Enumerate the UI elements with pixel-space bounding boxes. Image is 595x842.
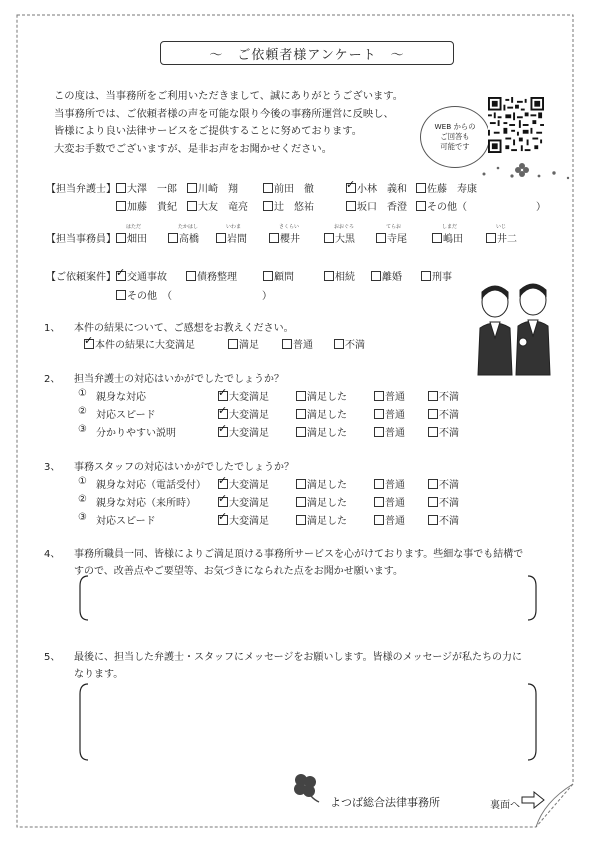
q2-row-index: ② <box>78 406 87 417</box>
q1-option-label: 本件の結果に大変満足 <box>95 340 195 351</box>
q3-row-item: 対応スピード <box>96 516 156 527</box>
case-option[interactable] <box>324 268 355 283</box>
case-other-checkbox[interactable] <box>116 290 126 300</box>
lawyer-option[interactable] <box>116 180 177 195</box>
q3-answer-option-label: 大変満足 <box>229 480 269 491</box>
q3-answer-option[interactable] <box>374 512 405 527</box>
staff-option-label: 寺尾 <box>387 234 407 245</box>
q2-answer-option-label: 大変満足 <box>229 410 269 421</box>
q1-option-checkbox[interactable] <box>84 339 94 349</box>
q2-answer-option-label: 大変満足 <box>229 428 269 439</box>
staff-option-label: 岩間 <box>227 234 247 245</box>
lawyer-option[interactable] <box>346 198 407 213</box>
q2-row-item: 対応スピード <box>96 410 156 421</box>
q2-answer-option-label: 不満 <box>439 410 459 421</box>
q2-row-item: 分かりやすい説明 <box>96 428 176 439</box>
intro-line: 皆様により良い法律サービスをご提供することに努めております。 <box>54 125 363 137</box>
q3-answer-option[interactable] <box>296 512 347 527</box>
q1-option-checkbox[interactable] <box>282 339 292 349</box>
q2-answer-option-checkbox[interactable] <box>218 427 228 437</box>
q3-answer-option-label: 大変満足 <box>229 498 269 509</box>
q2-answer-option-label: 大変満足 <box>229 392 269 403</box>
staff-option[interactable] <box>168 230 199 245</box>
case-option[interactable] <box>263 268 294 283</box>
q1-option[interactable] <box>282 336 313 351</box>
q2-answer-option[interactable] <box>218 424 269 439</box>
q2-answer-option-checkbox[interactable] <box>428 391 438 401</box>
staff-ruby: てらお <box>386 224 402 230</box>
staff-option-checkbox[interactable] <box>269 233 279 243</box>
case-section-label: 【ご依頼案件】 <box>46 272 116 283</box>
staff-option-label: 大黒 <box>335 234 355 245</box>
survey-sheet <box>16 14 574 828</box>
q5-text-line2: なります。 <box>74 669 124 680</box>
q3-answer-option-checkbox[interactable] <box>428 515 438 525</box>
lawyer-option-checkbox[interactable] <box>416 201 426 211</box>
q3-answer-option[interactable] <box>374 476 405 491</box>
q2-answer-option-checkbox[interactable] <box>374 427 384 437</box>
q3-answer-option-checkbox[interactable] <box>374 497 384 507</box>
case-option-checkbox[interactable] <box>116 271 126 281</box>
lawyer-option-label: 大澤 一郎 <box>127 184 177 195</box>
staff-ruby: さくらい <box>279 224 300 230</box>
lawyer-option-label: 辻 悠祐 <box>274 202 314 213</box>
q2-answer-option[interactable] <box>218 388 269 403</box>
lawyer-option-checkbox[interactable] <box>116 201 126 211</box>
staff-option-label: 畑田 <box>127 234 147 245</box>
lawyer-option[interactable] <box>187 198 248 213</box>
lawyer-option-label: その他（ <box>427 202 467 213</box>
case-option-label: 交通事故 <box>127 272 167 283</box>
qr-code-icon[interactable] <box>488 97 544 153</box>
lawyer-option-label: 川崎 翔 <box>198 184 238 195</box>
q3-number: 3、 <box>44 462 61 473</box>
q3-answer-option-checkbox[interactable] <box>218 515 228 525</box>
case-option-checkbox[interactable] <box>186 271 196 281</box>
q2-answer-option[interactable] <box>374 388 405 403</box>
staff-option-checkbox[interactable] <box>376 233 386 243</box>
lawyer-option-checkbox[interactable] <box>116 183 126 193</box>
case-option-checkbox[interactable] <box>371 271 381 281</box>
q3-answer-option-label: 不満 <box>439 498 459 509</box>
lawyers-illustration-icon <box>470 280 560 380</box>
q5-text-line1: 最後に、担当した弁護士・スタッフにメッセージをお願いします。皆様のメッセージが私たちの力に <box>74 652 522 663</box>
q3-answer-option-checkbox[interactable] <box>296 515 306 525</box>
staff-ruby: おおぐろ <box>334 224 355 230</box>
q2-answer-option-label: 満足した <box>307 428 347 439</box>
q1-option-label: 普通 <box>293 340 313 351</box>
lawyer-option-checkbox[interactable] <box>263 183 273 193</box>
q3-answer-option-label: 普通 <box>385 480 405 491</box>
q3-row-index: ① <box>78 476 87 487</box>
case-option-label: 顧問 <box>274 272 294 283</box>
lawyer-option-label: 大友 竜亮 <box>198 202 248 213</box>
case-option-label: 刑事 <box>432 272 452 283</box>
lawyer-option[interactable] <box>416 198 467 213</box>
staff-option[interactable] <box>269 230 300 245</box>
staff-option-checkbox[interactable] <box>216 233 226 243</box>
q2-answer-option[interactable] <box>296 388 347 403</box>
lawyer-option[interactable] <box>187 180 238 195</box>
q1-option-label: 満足 <box>239 340 259 351</box>
case-other-label: その他 （ <box>127 291 172 302</box>
q2-answer-option-checkbox[interactable] <box>374 409 384 419</box>
staff-option[interactable] <box>116 230 147 245</box>
q2-answer-option-checkbox[interactable] <box>218 391 228 401</box>
q2-row-item: 親身な対応 <box>96 392 146 403</box>
q1-question: 本件の結果について、ご感想をお教えください。 <box>74 323 294 334</box>
q3-answer-option-label: 普通 <box>385 498 405 509</box>
staff-option-checkbox[interactable] <box>486 233 496 243</box>
lawyer-option-label: 小林 義和 <box>357 184 407 195</box>
intro-line: 大変お手数でございますが、是非お声をお聞かせください。 <box>54 142 333 155</box>
q3-answer-option[interactable] <box>218 494 269 509</box>
q1-option[interactable] <box>84 336 195 351</box>
q3-row-index: ② <box>78 494 87 505</box>
q1-option-checkbox[interactable] <box>228 339 238 349</box>
q4-answer-box[interactable] <box>78 574 538 622</box>
web-badge-line: 可能です <box>440 142 470 151</box>
intro-text <box>54 88 403 158</box>
staff-option-label: 井二 <box>497 234 517 245</box>
q1-option-checkbox[interactable] <box>334 339 344 349</box>
q5-number: 5、 <box>44 652 61 663</box>
page-title: ～ ご依頼者様アンケート ～ <box>160 41 454 65</box>
staff-option-label: 櫻井 <box>280 234 300 245</box>
staff-ruby: いわま <box>226 224 242 230</box>
q2-answer-option-label: 満足した <box>307 392 347 403</box>
lawyer-option-label: 坂口 香澄 <box>357 202 407 213</box>
q3-answer-option-checkbox[interactable] <box>428 497 438 507</box>
q2-answer-option[interactable] <box>428 424 459 439</box>
staff-option[interactable] <box>432 230 463 245</box>
q2-answer-option-checkbox[interactable] <box>218 409 228 419</box>
case-option-checkbox[interactable] <box>263 271 273 281</box>
staff-option[interactable] <box>324 230 355 245</box>
arrow-right-icon <box>521 791 545 809</box>
lawyer-option-checkbox[interactable] <box>346 201 356 211</box>
q2-answer-option[interactable] <box>296 424 347 439</box>
q2-answer-option-checkbox[interactable] <box>296 391 306 401</box>
lawyer-option-checkbox[interactable] <box>346 183 356 193</box>
q3-answer-option-checkbox[interactable] <box>218 479 228 489</box>
q2-answer-option-label: 不満 <box>439 428 459 439</box>
q3-answer-option-checkbox[interactable] <box>218 497 228 507</box>
staff-option[interactable] <box>486 230 517 245</box>
lawyer-option-label: 佐藤 寿康 <box>427 184 477 195</box>
case-option[interactable] <box>371 268 402 283</box>
lawyer-option-checkbox[interactable] <box>263 201 273 211</box>
q3-answer-option-checkbox[interactable] <box>374 515 384 525</box>
intro-line: 当事務所では、ご依頼者様の声を可能な限り今後の事務所運営に反映し、 <box>54 107 394 120</box>
q3-answer-option[interactable] <box>428 476 459 491</box>
staff-option[interactable] <box>376 230 407 245</box>
clover-decoration-icon <box>464 156 574 186</box>
lawyer-option[interactable] <box>263 180 314 195</box>
q3-row-item: 親身な対応（電話受付） <box>96 480 206 491</box>
staff-ruby: しまだ <box>442 224 458 230</box>
lawyer-section-label: 【担当弁護士】 <box>46 184 116 195</box>
lawyer-option[interactable] <box>416 180 477 195</box>
case-option-other[interactable] <box>116 287 172 302</box>
web-badge-line: WEB からの <box>434 122 476 131</box>
case-other-close: ） <box>262 291 272 302</box>
staff-option-label: 嶋田 <box>443 234 463 245</box>
clover-logo-icon <box>286 768 324 806</box>
q3-answer-option[interactable] <box>428 494 459 509</box>
q2-answer-option[interactable] <box>428 406 459 421</box>
q2-answer-option-checkbox[interactable] <box>374 391 384 401</box>
q4-text-line1: 事務所職員一同、皆様によりご満足頂ける事務所サービスを心がけております。些細な事でも結構で <box>74 549 524 560</box>
q4-text-line2: すので、改善点やご要望等、お気づきになられた点をお聞かせ願います。 <box>74 566 403 577</box>
q1-option-label: 不満 <box>345 340 365 351</box>
q2-answer-option-label: 普通 <box>385 392 405 403</box>
q1-option[interactable] <box>334 336 365 351</box>
staff-option[interactable] <box>216 230 247 245</box>
lawyer-option-label: 加藤 貴紀 <box>127 202 177 213</box>
lawyer-option-checkbox[interactable] <box>416 183 426 193</box>
q2-answer-option[interactable] <box>218 406 269 421</box>
office-name: よつば総合法律事務所 <box>330 796 440 809</box>
q3-row-item: 親身な対応（来所時） <box>96 498 196 509</box>
q3-answer-option-checkbox[interactable] <box>428 479 438 489</box>
lawyer-option[interactable] <box>263 198 314 213</box>
next-page-label: 裏面へ <box>490 800 520 811</box>
staff-ruby: はただ <box>126 224 142 230</box>
q4-number: 4、 <box>44 549 61 560</box>
q3-answer-option-label: 満足した <box>307 498 347 509</box>
q3-answer-option[interactable] <box>296 494 347 509</box>
q3-answer-option-label: 大変満足 <box>229 516 269 527</box>
q3-answer-option[interactable] <box>374 494 405 509</box>
q2-answer-option[interactable] <box>374 424 405 439</box>
q2-number: 2、 <box>44 374 61 385</box>
staff-ruby: たかはし <box>178 224 199 230</box>
q2-row-index: ① <box>78 388 87 399</box>
q3-answer-option-label: 満足した <box>307 480 347 491</box>
q5-answer-box[interactable] <box>78 682 538 762</box>
case-option-checkbox[interactable] <box>324 271 334 281</box>
staff-option-checkbox[interactable] <box>168 233 178 243</box>
q2-question: 担当弁護士の対応はいかがでしたでしょうか？ <box>74 374 284 385</box>
q2-answer-option-label: 満足した <box>307 410 347 421</box>
lawyer-option[interactable] <box>116 198 177 213</box>
q2-answer-option-checkbox[interactable] <box>428 409 438 419</box>
lawyer-option-checkbox[interactable] <box>187 201 197 211</box>
q2-answer-option-checkbox[interactable] <box>296 409 306 419</box>
staff-option-checkbox[interactable] <box>116 233 126 243</box>
q3-question: 事務スタッフの対応はいかがでしたでしょうか？ <box>74 462 294 473</box>
case-option-checkbox[interactable] <box>421 271 431 281</box>
q3-answer-option-checkbox[interactable] <box>296 479 306 489</box>
q3-answer-option-label: 満足した <box>307 516 347 527</box>
case-option[interactable] <box>421 268 452 283</box>
staff-section-label: 【担当事務員】 <box>46 234 116 245</box>
staff-option-checkbox[interactable] <box>324 233 334 243</box>
q1-option[interactable] <box>228 336 259 351</box>
lawyer-other-close: ） <box>536 202 546 213</box>
lawyer-option-label: 前田 徹 <box>274 184 314 195</box>
q3-answer-option[interactable] <box>296 476 347 491</box>
q3-answer-option-label: 普通 <box>385 516 405 527</box>
lawyer-option[interactable] <box>346 180 407 195</box>
q2-answer-option[interactable] <box>296 406 347 421</box>
q2-answer-option-checkbox[interactable] <box>296 427 306 437</box>
q1-number: 1、 <box>44 323 61 334</box>
web-badge-line: ご回答も <box>440 132 470 141</box>
intro-line: この度は、当事務所をご利用いただきまして、誠にありがとうございます。 <box>54 90 404 102</box>
q3-row-index: ③ <box>78 512 87 523</box>
q3-answer-option-checkbox[interactable] <box>296 497 306 507</box>
q2-answer-option[interactable] <box>374 406 405 421</box>
case-option-label: 債務整理 <box>197 272 237 283</box>
staff-option-label: 高橋 <box>179 234 199 245</box>
case-option-label: 離婚 <box>382 272 402 283</box>
q2-answer-option-label: 不満 <box>439 392 459 403</box>
q2-answer-option-checkbox[interactable] <box>428 427 438 437</box>
staff-option-checkbox[interactable] <box>432 233 442 243</box>
case-option[interactable] <box>116 268 167 283</box>
case-option[interactable] <box>186 268 237 283</box>
case-option-label: 相続 <box>335 272 355 283</box>
staff-ruby: いじ <box>496 224 507 230</box>
q3-answer-option[interactable] <box>428 512 459 527</box>
q3-answer-option-label: 不満 <box>439 480 459 491</box>
q2-answer-option[interactable] <box>428 388 459 403</box>
q2-answer-option-label: 普通 <box>385 410 405 421</box>
q2-answer-option-label: 普通 <box>385 428 405 439</box>
q2-row-index: ③ <box>78 424 87 435</box>
q3-answer-option-label: 不満 <box>439 516 459 527</box>
q3-answer-option[interactable] <box>218 512 269 527</box>
q3-answer-option-checkbox[interactable] <box>374 479 384 489</box>
lawyer-option-checkbox[interactable] <box>187 183 197 193</box>
q3-answer-option[interactable] <box>218 476 269 491</box>
